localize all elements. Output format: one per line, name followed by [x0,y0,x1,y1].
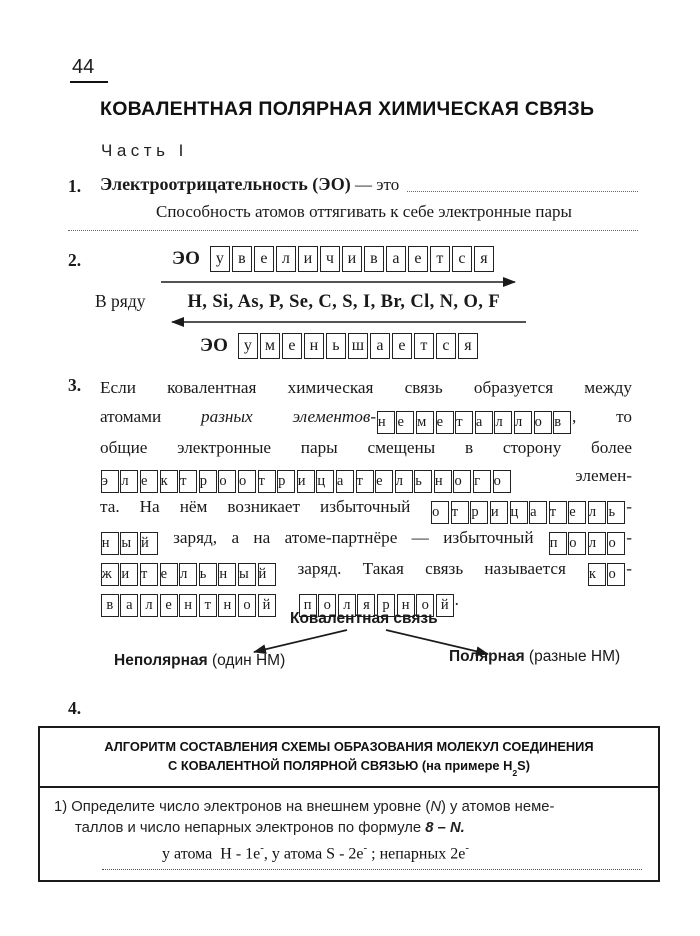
letter-box: р [377,594,395,617]
letter-box: я [357,594,375,617]
letter-box: н [434,470,452,493]
diagram-nonpolar-label [114,652,285,670]
q3-line: общие электронные пары смещены в сторону более [100,437,632,457]
letter-box: к [588,563,606,586]
algorithm-title-line2: С КОВАЛЕНТНОЙ ПОЛЯРНОЙ СВЯЗЬЮ (на примере $H_2S$) [168,758,530,778]
letter-box: о [568,532,586,555]
q1-prompt-rest: — это [350,175,400,194]
nonpolar-note: (один НМ) [207,652,286,669]
letter-box: о [453,470,471,493]
q3-line: н ы й заряд, а на атоме-партнёре — избыточный п о л о - [100,524,632,555]
letter-box: э [101,470,119,493]
q2-eo-label: ЭО [200,335,228,356]
question-2-number: 2. [68,250,82,270]
q3-paragraph [100,374,632,617]
step-1-answer: у атома H - 1e-, у атома S - 2e- ; непарных 2e- [162,841,469,863]
answer-blank-line [407,179,638,192]
letter-box: а [475,411,493,434]
question-3-number: 3. [68,375,82,395]
diagram-polar-label [449,648,620,666]
q2-element-series: H, Si, As, P, Se, C, S, I, Br, Cl, N, O, F [187,292,501,312]
letter-box: й [436,594,454,617]
boxed-word [548,528,626,552]
letter-box: я [458,333,478,359]
letter-box: л [120,470,138,493]
covalent-bond-diagram [0,604,700,680]
letter-box: й [258,563,276,586]
q2-answer-increase [209,246,495,272]
letter-box: л [514,411,532,434]
q1-term: Электроотрицательность (ЭО) [100,174,351,194]
letter-box: о [238,470,256,493]
arrow-left-icon [165,316,527,328]
letter-box: у [238,333,258,359]
q1-prompt-line [100,174,638,195]
page-title: КОВАЛЕНТНАЯ ПОЛЯРНАЯ ХИМИЧЕСКАЯ СВЯЗЬ [100,98,595,120]
letter-box: н [218,594,236,617]
letter-box: и [342,246,362,272]
letter-box: р [277,470,295,493]
algorithm-box [38,726,660,882]
answer-blank-line [102,869,642,870]
letter-box: н [218,563,236,586]
letter-box: в [364,246,384,272]
letter-box: е [282,333,302,359]
letter-box: н [377,411,395,434]
letter-box: т [451,501,469,524]
step-1-text-line2: таллов и число непарных электронов по формуле 8 – N. [75,819,465,836]
letter-box: т [356,470,374,493]
boxed-word [587,559,626,583]
letter-box: т [140,563,158,586]
boxed-word [100,528,159,552]
letter-box: о [607,563,625,586]
letter-box: а [386,246,406,272]
letter-box: ы [120,532,138,555]
letter-box: ь [199,563,217,586]
letter-box: е [436,411,454,434]
polar-note: (разные НМ) [524,648,621,665]
letter-box: в [101,594,119,617]
q2-increase-row [172,246,638,272]
boxed-word [209,246,495,267]
question-1-number: 1. [68,176,82,196]
letter-box: ц [316,470,334,493]
q2-decrease-row [200,333,638,359]
letter-box: п [299,594,317,617]
letter-box: о [416,594,434,617]
letter-box: ч [320,246,340,272]
letter-box: и [298,246,318,272]
letter-box: й [258,594,276,617]
letter-box: к [160,470,178,493]
letter-box: ь [414,470,432,493]
q2-row-label: В ряду [95,291,146,311]
letter-box: е [160,563,178,586]
letter-box: т [549,501,567,524]
letter-box: е [254,246,274,272]
letter-box: л [588,501,606,524]
letter-box: л [140,594,158,617]
letter-box: ц [510,501,528,524]
letter-box: т [199,594,217,617]
letter-box: е [408,246,428,272]
letter-box: м [416,411,434,434]
letter-box: р [470,501,488,524]
letter-box: п [549,532,567,555]
letter-box: о [493,470,511,493]
boxed-word [100,559,276,583]
letter-box: о [431,501,449,524]
q3-line: э л е к т р о о т р и ц а т е л ь н о г о элемен- [100,462,632,493]
letter-box: в [232,246,252,272]
letter-box: ш [348,333,368,359]
step-1-text-line1: 1) Определите число электронов на внешнем уровне (N) у атомов неме- [54,798,555,815]
letter-box: и [297,470,315,493]
q3-line: в а л е н т н о й п о л я р н о й . [100,586,632,617]
letter-box: г [473,470,491,493]
q3-line: та. На нём возникает избыточный о т р и ц а т е л ь - [100,493,632,524]
question-3 [68,374,634,617]
boxed-word [430,497,626,521]
boxed-word [237,333,479,354]
algorithm-title-line1: АЛГОРИТМ СОСТАВЛЕНИЯ СХЕМЫ ОБРАЗОВАНИЯ МОЛЕКУЛ СОЕДИНЕНИЯ [104,739,594,754]
question-4-number: 4. [68,698,82,718]
letter-box: ы [238,563,256,586]
letter-box: о [218,470,236,493]
arrow-right-icon [160,276,522,288]
letter-box: и [490,501,508,524]
letter-box: е [160,594,178,617]
letter-box: н [304,333,324,359]
letter-box: а [529,501,547,524]
letter-box: л [494,411,512,434]
letter-box: т [258,470,276,493]
q2-element-row [95,291,638,313]
q1-answer: Способность атомов оттягивать к себе электронные пары [156,202,572,221]
letter-box: т [179,470,197,493]
diagram-root-label: Ковалентная связь [290,610,438,627]
algorithm-body [40,788,658,880]
algorithm-title [40,728,658,788]
letter-box: л [338,594,356,617]
letter-box: е [396,411,414,434]
nonpolar-term: Неполярная [114,652,208,669]
letter-box: о [534,411,552,434]
letter-box: е [568,501,586,524]
page-number: 44 [70,56,108,83]
q2-eo-label: ЭО [172,248,200,269]
letter-box: т [455,411,473,434]
letter-box: ь [607,501,625,524]
letter-box: с [436,333,456,359]
letter-box: н [397,594,415,617]
q1-prompt [100,174,399,195]
letter-box: е [140,470,158,493]
part-label: Часть I [101,141,188,160]
answer-blank-line [68,230,638,231]
letter-box: а [120,594,138,617]
q3-line: ж и т е л ь н ы й заряд. Такая связь называется к о - [100,555,632,586]
letter-box: е [392,333,412,359]
letter-box: о [238,594,256,617]
question-1 [68,174,638,231]
letter-box: е [375,470,393,493]
letter-box: р [199,470,217,493]
letter-box: л [395,470,413,493]
letter-box: л [276,246,296,272]
letter-box: и [120,563,138,586]
boxed-word [100,466,511,490]
letter-box: й [140,532,158,555]
letter-box: н [179,594,197,617]
question-2 [68,246,638,359]
letter-box: а [370,333,390,359]
letter-box: ь [326,333,346,359]
letter-box: о [318,594,336,617]
letter-box: т [430,246,450,272]
polar-term: Полярная [449,648,525,665]
letter-box: л [588,532,606,555]
q3-line: Если ковалентная химическая связь образуется между [100,378,632,397]
letter-box: т [414,333,434,359]
letter-box: а [336,470,354,493]
boxed-word [376,407,572,430]
letter-box: о [607,532,625,555]
letter-box: н [101,532,119,555]
letter-box: у [210,246,230,272]
letter-box: в [553,411,571,434]
q3-line: атомами разных элементов- н е м е т а л л о в , то [100,403,632,434]
letter-box: м [260,333,280,359]
letter-box: я [474,246,494,272]
letter-box: с [452,246,472,272]
q2-answer-decrease [237,333,479,359]
letter-box: л [179,563,197,586]
letter-box: ж [101,563,119,586]
